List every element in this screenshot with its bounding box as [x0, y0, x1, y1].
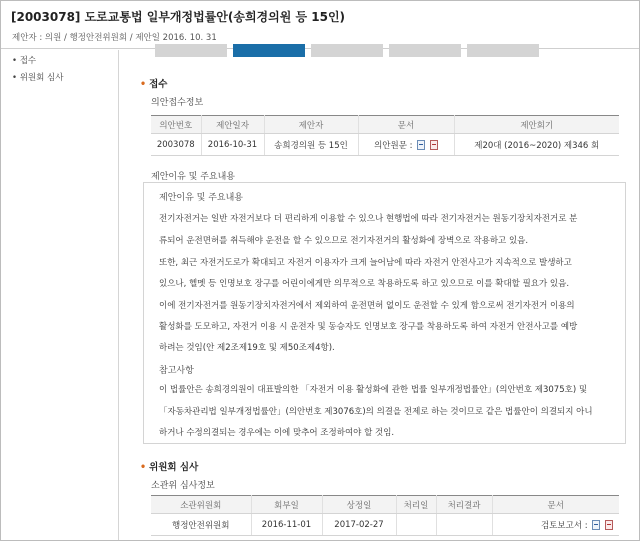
reference-title: 참고사항 [159, 366, 194, 376]
section-receipt-heading: • 접수 [140, 79, 168, 90]
col-proposer: 제안자 [264, 116, 358, 134]
cell-document [492, 514, 619, 536]
table-header-row [151, 116, 619, 134]
reason-line: 있으나, 헬멧 등 인명보호 장구를 어린이에게만 의무적으로 착용하도록 하고 있으므로 이를 확대할 필요가 있음. [159, 279, 570, 289]
receipt-subheading: 의안접수정보 [151, 98, 204, 108]
col-document: 문서 [492, 496, 619, 514]
cell-session: 제20대 (2016~2020) 제346 회 [454, 134, 619, 156]
sidebar [1, 50, 119, 540]
col-result: 처리결과 [436, 496, 492, 514]
reason-box-title: 제안이유 및 주요내용 [159, 193, 243, 203]
bill-meta: 제안자 : 의원 / 행정안전위원회 / 제안일 2016. 10. 31 [1, 31, 639, 49]
reason-line: 또한, 최근 자전거도로가 확대되고 자전거 이용자가 크게 늘어남에 따라 자전거 안전사고가 지속적으로 발생하고 [159, 258, 572, 268]
col-bill-no: 의안번호 [151, 116, 201, 134]
cell-processed [396, 514, 436, 536]
col-committee: 소관위원회 [151, 496, 251, 514]
section-marker-icon: • [140, 462, 147, 473]
cell-presented: 2017-02-27 [322, 514, 396, 536]
doc-label: 검토보고서 : [540, 520, 588, 531]
committee-subheading: 소관위 심사정보 [151, 481, 215, 491]
tab-step-5[interactable] [467, 44, 539, 57]
reason-line: 전기자전거는 일반 자전거보다 더 편리하게 이용할 수 있으나 현행법에 따라 전기자전거는 원동기장치자전거로 분 [159, 214, 578, 224]
reference-line: 「자동차관리법 일부개정법률안」(의안번호 제3076호)의 의결을 전제로 하는 것이므로 같은 법률안이 의결되지 아니 [159, 407, 593, 417]
cell-date: 2016-10-31 [201, 134, 264, 156]
doc-label: 의안원문 : [374, 140, 413, 151]
col-presented: 상정일 [322, 496, 396, 514]
col-referred: 회부일 [251, 496, 322, 514]
reference-line: 하거나 수정의결되는 경우에는 이에 맞추어 조정하여야 할 것임. [159, 428, 395, 438]
cell-bill-no: 2003078 [151, 134, 201, 156]
cell-referred: 2016-11-01 [251, 514, 322, 536]
col-date: 제안일자 [201, 116, 264, 134]
reason-line: 하려는 것임(안 제2조제19호 및 제50조제4항). [159, 343, 335, 353]
cell-proposer: 송희경의원 등 15인 [264, 134, 358, 156]
committee-table [151, 495, 619, 536]
pdf-file-icon[interactable] [605, 520, 613, 530]
sidebar-item-receipt[interactable]: • 접수 [12, 56, 37, 66]
reason-heading: 제안이유 및 주요내용 [151, 172, 235, 182]
cell-committee: 행정안전위원회 [151, 514, 251, 536]
tab-step-4[interactable] [389, 44, 461, 57]
col-document: 문서 [358, 116, 454, 134]
page-title: [2003078] 도로교통법 일부개정법률안(송희경의원 등 15인) [11, 10, 346, 24]
tab-step-3[interactable] [311, 44, 383, 57]
pdf-file-icon[interactable] [430, 140, 438, 150]
cell-result [436, 514, 492, 536]
reason-line: 이에 전기자전거를 원동기장치자전거에서 제외하여 운전면허 없이도 운전할 수 있게 함으로써 전기자전거 이용의 [159, 301, 575, 311]
reason-line: 류되어 운전면허를 취득해야 운전을 할 수 있으므로 전기자전거의 활성화에 장벽으로 작용하고 있음. [159, 236, 529, 246]
section-marker-icon: • [140, 79, 147, 90]
table-row [151, 134, 619, 156]
hwp-file-icon[interactable] [592, 520, 600, 530]
table-header-row [151, 496, 619, 514]
section-committee-heading: • 위원회 심사 [140, 462, 199, 473]
col-processed: 처리일 [396, 496, 436, 514]
col-session: 제안회기 [454, 116, 619, 134]
receipt-table [151, 115, 619, 156]
tab-step-1[interactable] [155, 44, 227, 57]
table-row [151, 514, 619, 536]
reason-line: 활성화를 도모하고, 자전거 이용 시 운전자 및 동승자도 인명보호 장구를 착용하도록 하여 자전거 안전사고를 예방 [159, 322, 578, 332]
tab-step-2-active[interactable] [233, 44, 305, 57]
cell-document [358, 134, 454, 156]
reference-line: 이 법률안은 송희경의원이 대표발의한 「자전거 이용 활성화에 관한 법률 일부개정법률안」(의안번호 제3075호) 및 [159, 385, 588, 395]
sidebar-item-committee[interactable]: • 위원회 심사 [12, 73, 64, 83]
hwp-file-icon[interactable] [417, 140, 425, 150]
